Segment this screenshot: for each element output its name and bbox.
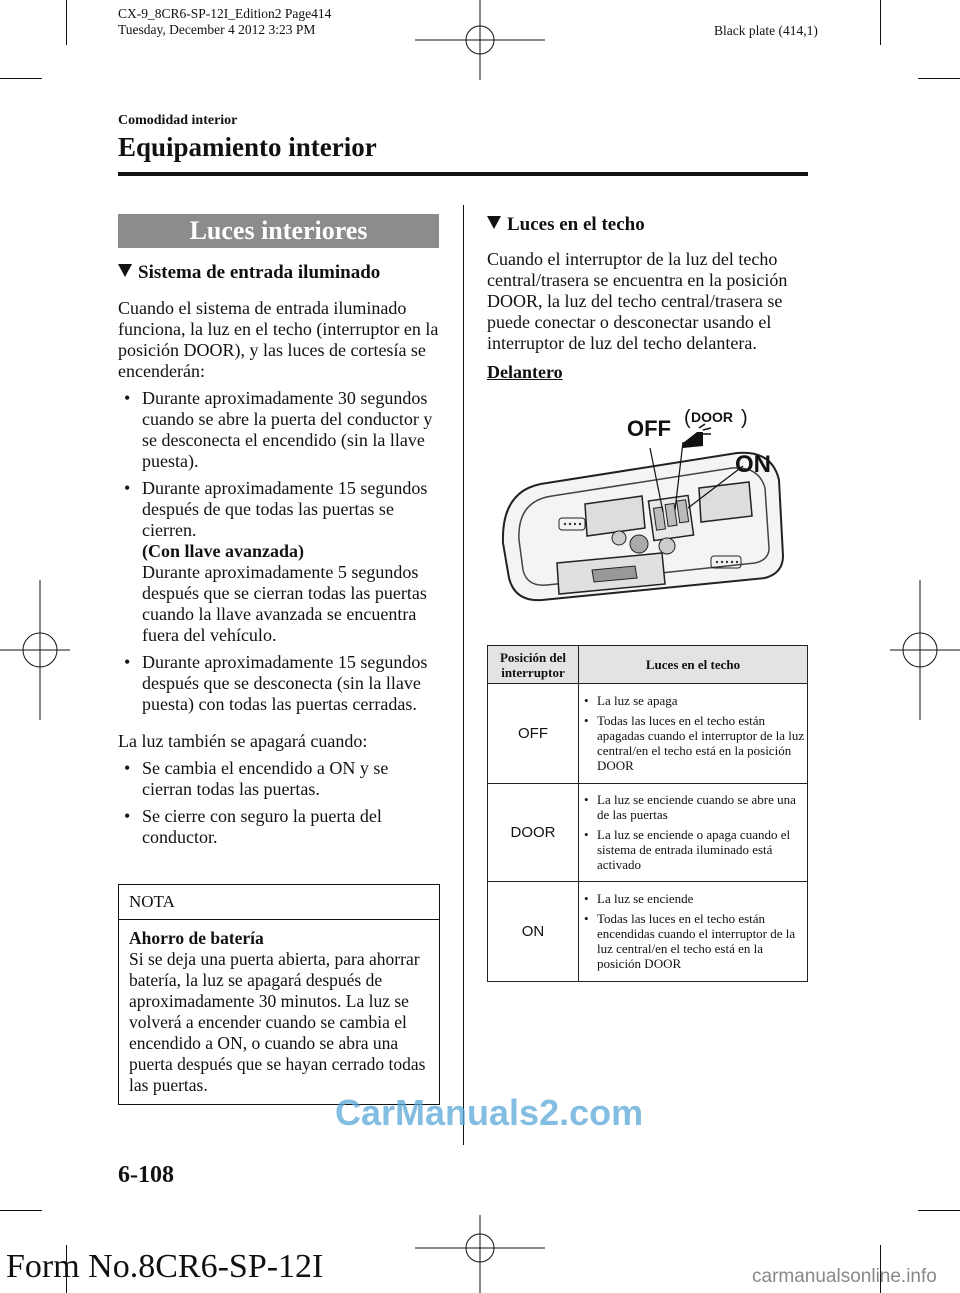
chapter-rule	[118, 172, 808, 176]
list-item-text: Durante aproximadamente 15 segundos después que se desconecta (sin la llave puesta) con todas las puertas cerradas.	[142, 652, 428, 714]
position-cell: ON	[488, 882, 579, 982]
crop-mark	[880, 0, 881, 45]
subheading-techo-text: Luces en el techo	[507, 214, 645, 235]
position-cell: OFF	[488, 684, 579, 784]
list-item	[118, 388, 440, 472]
round-button	[659, 538, 675, 554]
note-heading: Ahorro de batería	[129, 928, 264, 948]
overhead-console-figure	[487, 388, 807, 632]
off-intro: La luz también se apagará cuando:	[118, 731, 368, 751]
subheading-entrada	[118, 262, 380, 284]
lamp-lens-right	[699, 482, 752, 522]
description-list	[581, 792, 805, 872]
print-header-line1: CX-9_8CR6-SP-12I_Edition2 Page414	[118, 6, 332, 21]
list-item-text: • Durante aproximadamente 15 segundos después de que todas las puertas se cierren.	[142, 478, 428, 540]
column-divider	[463, 205, 464, 1145]
table-row	[488, 684, 808, 784]
triangle-down-icon	[118, 264, 132, 277]
list-item-text: Durante aproximadamente 5 segundos después que se cierran todas las puertas cuando la llave avanzada se encuentra fuera del vehículo.	[142, 562, 427, 645]
description-list	[581, 693, 805, 773]
on-conditions-list	[118, 388, 440, 715]
list-item: • Todas las luces en el techo están apagadas cuando el interruptor de la luz central/en el techo está en la posición DOOR	[581, 713, 805, 773]
list-item-bold: (Con llave avanzada)	[142, 541, 304, 561]
crop-mark	[918, 1210, 960, 1211]
list-item	[118, 806, 440, 848]
left-body	[118, 298, 440, 854]
subheading-entrada-text: Sistema de entrada iluminado	[138, 262, 381, 283]
table-row	[488, 784, 808, 882]
col-header-lights: Luces en el techo	[579, 646, 808, 684]
plate-label: Black plate (414,1)	[714, 23, 818, 38]
list-item: • La luz se enciende	[581, 891, 805, 906]
list-item	[118, 758, 440, 800]
fig-label-on: ON	[735, 451, 771, 478]
section-band: Luces interiores	[118, 214, 439, 248]
crop-mark	[66, 0, 67, 45]
crop-mark	[0, 78, 42, 79]
off-conditions-list	[118, 758, 440, 848]
description-cell	[579, 882, 808, 982]
list-item	[118, 652, 440, 715]
print-header	[118, 6, 331, 38]
round-button	[630, 535, 648, 553]
registration-mark-bottom	[415, 1215, 545, 1293]
page-number: 6-108	[118, 1162, 174, 1188]
description-cell	[579, 684, 808, 784]
list-item-text: Durante aproximadamente 30 segundos cuando se abre la puerta del conductor y se desconecta el encendido (sin la llave puesta).	[142, 388, 433, 471]
note-box	[118, 884, 440, 1105]
fig-label-door: DOOR	[691, 409, 733, 425]
subheading-techo	[487, 214, 645, 236]
list-item: • Todas las luces en el techo están encendidas cuando el interruptor de la luz central/en el techo está en la posición DOOR	[581, 911, 805, 971]
triangle-down-icon	[487, 216, 501, 229]
note-body	[119, 920, 439, 1104]
description-cell	[579, 784, 808, 882]
print-header-line2: Tuesday, December 4 2012 3:23 PM	[118, 22, 316, 37]
watermark-carmanualsonline: carmanualsonline.info	[752, 1266, 937, 1287]
col-header-position: Posición del interruptor	[488, 646, 579, 684]
crop-mark	[918, 78, 960, 79]
registration-mark-right	[890, 580, 960, 720]
intro-paragraph: Cuando el sistema de entrada iluminado funciona, la luz en el techo (interruptor en la posición DOOR), y las luces de cortesía se encenderán:	[118, 298, 439, 381]
position-table	[487, 645, 808, 982]
delantero-label: Delantero	[487, 362, 563, 382]
fig-paren-left: (	[684, 407, 691, 429]
list-item	[118, 478, 440, 646]
note-text: Si se deja una puerta abierta, para ahorrar batería, la luz se apagará después de aproximadamente 30 minutos. La luz se volverá a encender cuando se cambia el encendido a ON, o cuando se abra una puerta después que se hayan cerrado todas las puertas.	[129, 949, 426, 1095]
fig-paren-right: )	[741, 407, 748, 429]
note-title: NOTA	[119, 885, 439, 920]
registration-mark-left	[0, 580, 70, 720]
form-number: Form No.8CR6-SP-12I	[6, 1248, 324, 1285]
chapter-title: Equipamiento interior	[118, 132, 377, 162]
fig-label-off: OFF	[627, 416, 671, 441]
list-item: • La luz se apaga	[581, 693, 805, 708]
registration-mark-top	[415, 0, 545, 80]
table-header-row	[488, 646, 808, 684]
watermark-carmanuals2: CarManuals2.com	[335, 1092, 644, 1133]
list-item: • La luz se enciende cuando se abre una de las puertas	[581, 792, 805, 822]
section-title: Comodidad interior	[118, 113, 238, 128]
crop-mark	[0, 1210, 42, 1211]
round-button	[612, 531, 626, 545]
techo-paragraph: Cuando el interruptor de la luz del techo central/trasera se encuentra en la posición DOOR, la luz del techo central/trasera se puede conectar o desconectar usando el interruptor de luz del techo delantera.	[487, 249, 788, 353]
list-item-text: Se cierre con seguro la puerta del conductor.	[142, 806, 382, 847]
table-row	[488, 882, 808, 982]
list-item: • La luz se enciende o apaga cuando el sistema de entrada iluminado está activado	[581, 827, 805, 872]
description-list	[581, 891, 805, 971]
list-item-text: Se cambia el encendido a ON y se cierran todas las puertas.	[142, 758, 389, 799]
position-cell: DOOR	[488, 784, 579, 882]
